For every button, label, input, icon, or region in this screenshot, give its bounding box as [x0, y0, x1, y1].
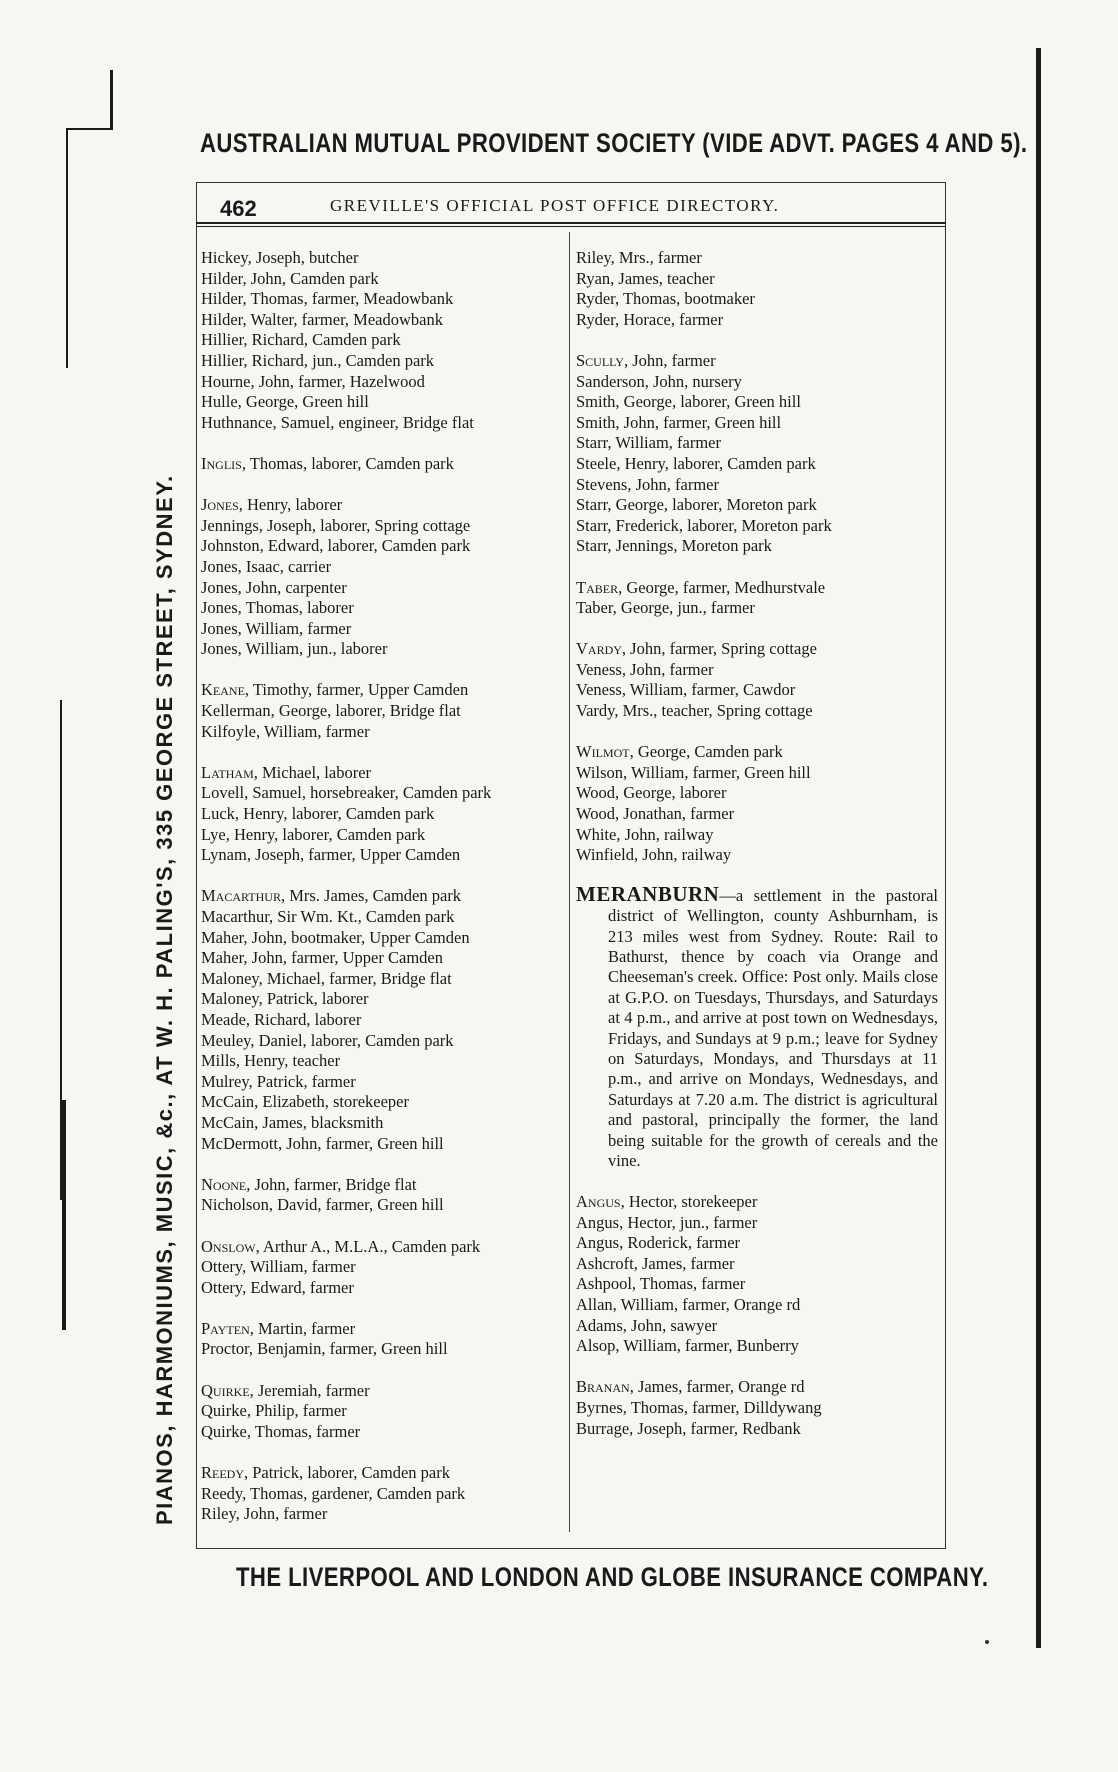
entry-text: Ottery, William, farmer: [201, 1257, 356, 1277]
entry-surname: Taber: [576, 577, 619, 597]
directory-entry: [201, 495, 563, 516]
entry-text: Hilder, Walter, farmer, Meadowbank: [201, 309, 443, 329]
entry-text: Starr, Frederick, laborer, Moreton park: [576, 515, 832, 535]
directory-entry: [201, 989, 563, 1010]
directory-entry: [201, 454, 563, 475]
entry-text: Smith, George, laborer, Green hill: [576, 392, 801, 412]
directory-entry: [201, 948, 563, 969]
entry-text: Riley, John, farmer: [201, 1504, 328, 1524]
directory-entry: [201, 1072, 563, 1093]
entry-text: Mills, Henry, teacher: [201, 1051, 341, 1071]
entry-text: Ottery, Edward, farmer: [201, 1277, 354, 1297]
entry-text: Jones, Thomas, laborer: [201, 598, 354, 618]
entry-text: Vardy, Mrs., teacher, Spring cottage: [576, 701, 813, 721]
directory-entry: [576, 825, 938, 846]
entry-text: Hillier, Richard, Camden park: [201, 330, 401, 350]
entry-surname: Angus: [576, 1192, 621, 1212]
column-divider: [569, 232, 570, 1532]
directory-entry: [201, 392, 563, 413]
directory-entry: [576, 269, 938, 290]
directory-entry: [576, 701, 938, 722]
directory-entry: [201, 722, 563, 743]
entry-text: Kilfoyle, William, farmer: [201, 721, 370, 741]
directory-entry: [201, 1484, 563, 1505]
directory-entry: [576, 1419, 938, 1440]
side-advertisement: PIANOS, HARMONIUMS, MUSIC, &c., AT W. H. PALING'S, 335 GEORGE STREET, SYDNEY.: [152, 474, 177, 1525]
entry-text: Taber, George, jun., farmer: [576, 598, 755, 618]
entry-text: Meuley, Daniel, laborer, Camden park: [201, 1030, 454, 1050]
entry-text: McDermott, John, farmer, Green hill: [201, 1133, 444, 1153]
directory-entry: [576, 310, 938, 331]
directory-entry: [201, 907, 563, 928]
entry-text: Ashcroft, James, farmer: [576, 1253, 735, 1273]
entry-text: Ryder, Horace, farmer: [576, 309, 724, 329]
entry-text: Maloney, Patrick, laborer: [201, 989, 369, 1009]
directory-entry: [201, 1031, 563, 1052]
directory-entry: [576, 845, 938, 866]
directory-entry: [201, 639, 563, 660]
scan-mark: [1036, 48, 1041, 1648]
scan-mark: [60, 700, 62, 1200]
entry-text: Ashpool, Thomas, farmer: [576, 1274, 746, 1294]
directory-entry: [201, 1051, 563, 1072]
entry-surname: Wilmot: [576, 742, 630, 762]
entry-text: , Henry, laborer: [238, 495, 343, 515]
settlement-name: MERANBURN: [576, 881, 720, 906]
right-column: [576, 248, 938, 1439]
entry-text: Hilder, Thomas, farmer, Meadowbank: [201, 289, 454, 309]
entry-text: Quirke, Thomas, farmer: [201, 1421, 361, 1441]
entry-text: , John, farmer: [623, 350, 716, 370]
header-rule: [196, 222, 946, 224]
page-number: 462: [220, 196, 257, 221]
settlement-description: —a settlement in the pastoral district of Wellington, county Ashburnham, is 213 miles west from Sydney. Route: Rail to Bathurst, thence by coach via Orange and Cheeseman's creek. Office: Post only. Mails close at G.P.O. on Tuesdays, Thursdays, and Saturdays at 4 p.m., and arrive at post town on Wednesdays, Fridays, and Sundays at 9 p.m.; leave for Sydney on Saturdays, Mondays, and Thursdays at 11 p.m., and arrive on Mondays, Wednesdays, and Saturdays at 7.20 a.m. The district is agricultural and pastoral, principally the former, the land being suitable for the growth of cereals and the vine.: [608, 885, 938, 1171]
entry-text: Reedy, Thomas, gardener, Camden park: [201, 1483, 466, 1503]
entry-text: Wood, George, laborer: [576, 783, 727, 803]
entry-text: Huthnance, Samuel, engineer, Bridge flat: [201, 412, 474, 432]
scan-mark: [62, 1100, 66, 1330]
entry-text: , John, farmer, Spring cottage: [621, 639, 817, 659]
directory-entry: [201, 578, 563, 599]
directory-entry: [576, 351, 938, 372]
entry-text: Lynam, Joseph, farmer, Upper Camden: [201, 845, 461, 865]
entry-text: Hourne, John, farmer, Hazelwood: [201, 371, 425, 391]
entry-surname: Vardy: [576, 639, 622, 659]
directory-entry: [201, 516, 563, 537]
top-advertisement: AUSTRALIAN MUTUAL PROVIDENT SOCIETY (VIDE ADVT. PAGES 4 AND 5).: [200, 128, 1028, 158]
directory-entry: [201, 928, 563, 949]
entry-text: , George, farmer, Medhurstvale: [618, 577, 826, 597]
entry-text: , Hector, storekeeper: [620, 1192, 758, 1212]
entry-text: , Arthur A., M.L.A., Camden park: [255, 1236, 481, 1256]
entry-text: McCain, James, blacksmith: [201, 1112, 384, 1132]
scan-mark: [66, 128, 68, 368]
entry-surname: Onslow: [201, 1236, 256, 1256]
directory-entry: [201, 598, 563, 619]
scan-mark: [66, 128, 112, 130]
directory-entry: [576, 598, 938, 619]
directory-entry: [201, 330, 563, 351]
directory-entry: [201, 845, 563, 866]
directory-entry: [201, 1092, 563, 1113]
directory-entry: [576, 392, 938, 413]
entry-surname: Jones: [201, 495, 239, 515]
directory-entry: [576, 475, 938, 496]
directory-entry: [201, 1237, 563, 1258]
directory-entry: [201, 372, 563, 393]
entry-text: Nicholson, David, farmer, Green hill: [201, 1195, 444, 1215]
directory-entry: [201, 289, 563, 310]
running-title: GREVILLE'S OFFICIAL POST OFFICE DIRECTORY.: [330, 196, 780, 215]
entry-text: Johnston, Edward, laborer, Camden park: [201, 536, 471, 556]
entry-text: Veness, William, farmer, Cawdor: [576, 680, 796, 700]
directory-entry: [201, 1134, 563, 1155]
entry-text: Angus, Roderick, farmer: [576, 1233, 741, 1253]
entry-text: Jones, Isaac, carrier: [201, 556, 332, 576]
directory-entry: [576, 1274, 938, 1295]
entry-surname: Quirke: [201, 1380, 250, 1400]
directory-entry: [201, 886, 563, 907]
entry-text: , James, farmer, Orange rd: [629, 1377, 805, 1397]
directory-entry: [201, 1463, 563, 1484]
entry-text: , Timothy, farmer, Upper Camden: [244, 680, 469, 700]
entry-text: Hickey, Joseph, butcher: [201, 248, 359, 267]
directory-entry: [576, 1295, 938, 1316]
entry-text: Wood, Jonathan, farmer: [576, 804, 735, 824]
entry-text: Jones, William, farmer: [201, 618, 352, 638]
directory-entry: [576, 783, 938, 804]
directory-entry: [576, 742, 938, 763]
directory-entry: [576, 660, 938, 681]
directory-entry: [201, 269, 563, 290]
entry-text: Lye, Henry, laborer, Camden park: [201, 824, 426, 844]
entry-text: Ryan, James, teacher: [576, 268, 715, 288]
directory-entry: [201, 1113, 563, 1134]
entry-text: Quirke, Philip, farmer: [201, 1401, 347, 1421]
directory-entry: [576, 289, 938, 310]
entry-text: Ryder, Thomas, bootmaker: [576, 289, 755, 309]
entry-text: Maher, John, bootmaker, Upper Camden: [201, 927, 470, 947]
directory-entry: [576, 1336, 938, 1357]
entry-text: Hulle, George, Green hill: [201, 392, 369, 412]
entry-text: Starr, William, farmer: [576, 433, 721, 453]
entry-surname: Noone: [201, 1174, 247, 1194]
directory-entry: [201, 351, 563, 372]
entry-surname: Keane: [201, 680, 245, 700]
entry-surname: Branan: [576, 1377, 630, 1397]
entry-text: Jennings, Joseph, laborer, Spring cottage: [201, 515, 471, 535]
directory-entry: [201, 1401, 563, 1422]
header-rule: [196, 226, 946, 227]
entry-text: Veness, John, farmer: [576, 659, 714, 679]
directory-entry: [576, 372, 938, 393]
directory-entry: [576, 1398, 938, 1419]
entry-text: Allan, William, farmer, Orange rd: [576, 1295, 801, 1315]
directory-entry: [201, 1175, 563, 1196]
settlement-entry: [576, 881, 938, 1172]
directory-entry: [201, 1319, 563, 1340]
entry-text: Meade, Richard, laborer: [201, 1009, 362, 1029]
directory-entry: [201, 310, 563, 331]
entry-text: Starr, George, laborer, Moreton park: [576, 495, 817, 515]
entry-text: Byrnes, Thomas, farmer, Dilldywang: [576, 1398, 822, 1418]
directory-entry: [576, 680, 938, 701]
entry-text: Hillier, Richard, jun., Camden park: [201, 350, 435, 370]
entry-text: Lovell, Samuel, horsebreaker, Camden park: [201, 783, 492, 803]
entry-text: White, John, railway: [576, 824, 714, 844]
directory-entry: [201, 701, 563, 722]
directory-entry: [576, 1377, 938, 1398]
bottom-advertisement: THE LIVERPOOL AND LONDON AND GLOBE INSURANCE COMPANY.: [236, 1562, 989, 1592]
right-column-top-list: [576, 248, 938, 866]
directory-entry: [576, 516, 938, 537]
directory-entry: [576, 763, 938, 784]
entry-text: McCain, Elizabeth, storekeeper: [201, 1092, 409, 1112]
entry-text: Burrage, Joseph, farmer, Redbank: [576, 1418, 801, 1438]
directory-entry: [201, 1257, 563, 1278]
left-column: [201, 248, 563, 1525]
entry-text: Maher, John, farmer, Upper Camden: [201, 948, 443, 968]
entry-text: , Martin, farmer: [249, 1318, 356, 1338]
directory-entry: [576, 495, 938, 516]
entry-surname: Scully: [576, 350, 624, 370]
entry-text: Angus, Hector, jun., farmer: [576, 1212, 758, 1232]
entry-text: Starr, Jennings, Moreton park: [576, 536, 772, 556]
directory-entry: [201, 619, 563, 640]
entry-surname: Reedy: [201, 1463, 244, 1483]
directory-entry: [576, 1213, 938, 1234]
directory-entry: [201, 1195, 563, 1216]
entry-text: Smith, John, farmer, Green hill: [576, 412, 782, 432]
entry-text: Sanderson, John, nursery: [576, 371, 742, 391]
directory-entry: [201, 783, 563, 804]
entry-text: Adams, John, sawyer: [576, 1315, 718, 1335]
directory-entry: [201, 413, 563, 434]
entry-text: , Jeremiah, farmer: [249, 1380, 370, 1400]
directory-entry: [201, 248, 563, 269]
directory-entry: [201, 825, 563, 846]
directory-entry: [576, 1233, 938, 1254]
directory-entry: [201, 557, 563, 578]
directory-entry: [201, 763, 563, 784]
scan-mark: [110, 70, 113, 130]
directory-entry: [201, 804, 563, 825]
directory-entry: [201, 1381, 563, 1402]
directory-entry: [576, 578, 938, 599]
directory-entry: [201, 1010, 563, 1031]
directory-entry: [576, 804, 938, 825]
entry-text: , Mrs. James, Camden park: [280, 886, 462, 906]
entry-surname: Inglis: [201, 453, 242, 473]
entry-surname: Macarthur: [201, 886, 281, 906]
directory-entry: [576, 1316, 938, 1337]
entry-text: , George, Camden park: [629, 742, 783, 762]
entry-text: Jones, William, jun., laborer: [201, 639, 388, 659]
entry-text: , Thomas, laborer, Camden park: [241, 453, 454, 473]
directory-entry: [201, 969, 563, 990]
directory-entry: [576, 536, 938, 557]
entry-text: Alsop, William, farmer, Bunberry: [576, 1336, 799, 1356]
entry-text: , Michael, laborer: [253, 762, 372, 782]
directory-entry: [576, 433, 938, 454]
entry-text: Maloney, Michael, farmer, Bridge flat: [201, 968, 452, 988]
entry-text: Hilder, John, Camden park: [201, 268, 379, 288]
entry-text: Proctor, Benjamin, farmer, Green hill: [201, 1339, 448, 1359]
scan-speck: [985, 1640, 989, 1644]
directory-entry: [576, 639, 938, 660]
entry-text: Kellerman, George, laborer, Bridge flat: [201, 701, 461, 721]
directory-entry: [201, 1278, 563, 1299]
directory-entry: [576, 248, 938, 269]
directory-entry: [201, 1339, 563, 1360]
directory-entry: [576, 1254, 938, 1275]
directory-entry: [201, 536, 563, 557]
entry-text: Jones, John, carpenter: [201, 577, 347, 597]
entry-surname: Payten: [201, 1318, 250, 1338]
entry-text: , Patrick, laborer, Camden park: [244, 1463, 450, 1483]
entry-text: Winfield, John, railway: [576, 845, 732, 865]
directory-entry: [576, 413, 938, 434]
directory-entry: [576, 454, 938, 475]
entry-text: Wilson, William, farmer, Green hill: [576, 762, 811, 782]
entry-text: Steele, Henry, laborer, Camden park: [576, 453, 816, 473]
directory-entry: [201, 1504, 563, 1525]
entry-text: Mulrey, Patrick, farmer: [201, 1071, 356, 1091]
directory-entry: [576, 1192, 938, 1213]
right-column-bottom-list: [576, 1192, 938, 1439]
entry-text: , John, farmer, Bridge flat: [246, 1174, 417, 1194]
entry-text: Riley, Mrs., farmer: [576, 248, 702, 267]
directory-entry: [201, 680, 563, 701]
entry-text: Macarthur, Sir Wm. Kt., Camden park: [201, 907, 455, 926]
entry-text: Luck, Henry, laborer, Camden park: [201, 804, 435, 824]
entry-text: Stevens, John, farmer: [576, 474, 719, 494]
entry-surname: Latham: [201, 762, 254, 782]
directory-entry: [201, 1422, 563, 1443]
